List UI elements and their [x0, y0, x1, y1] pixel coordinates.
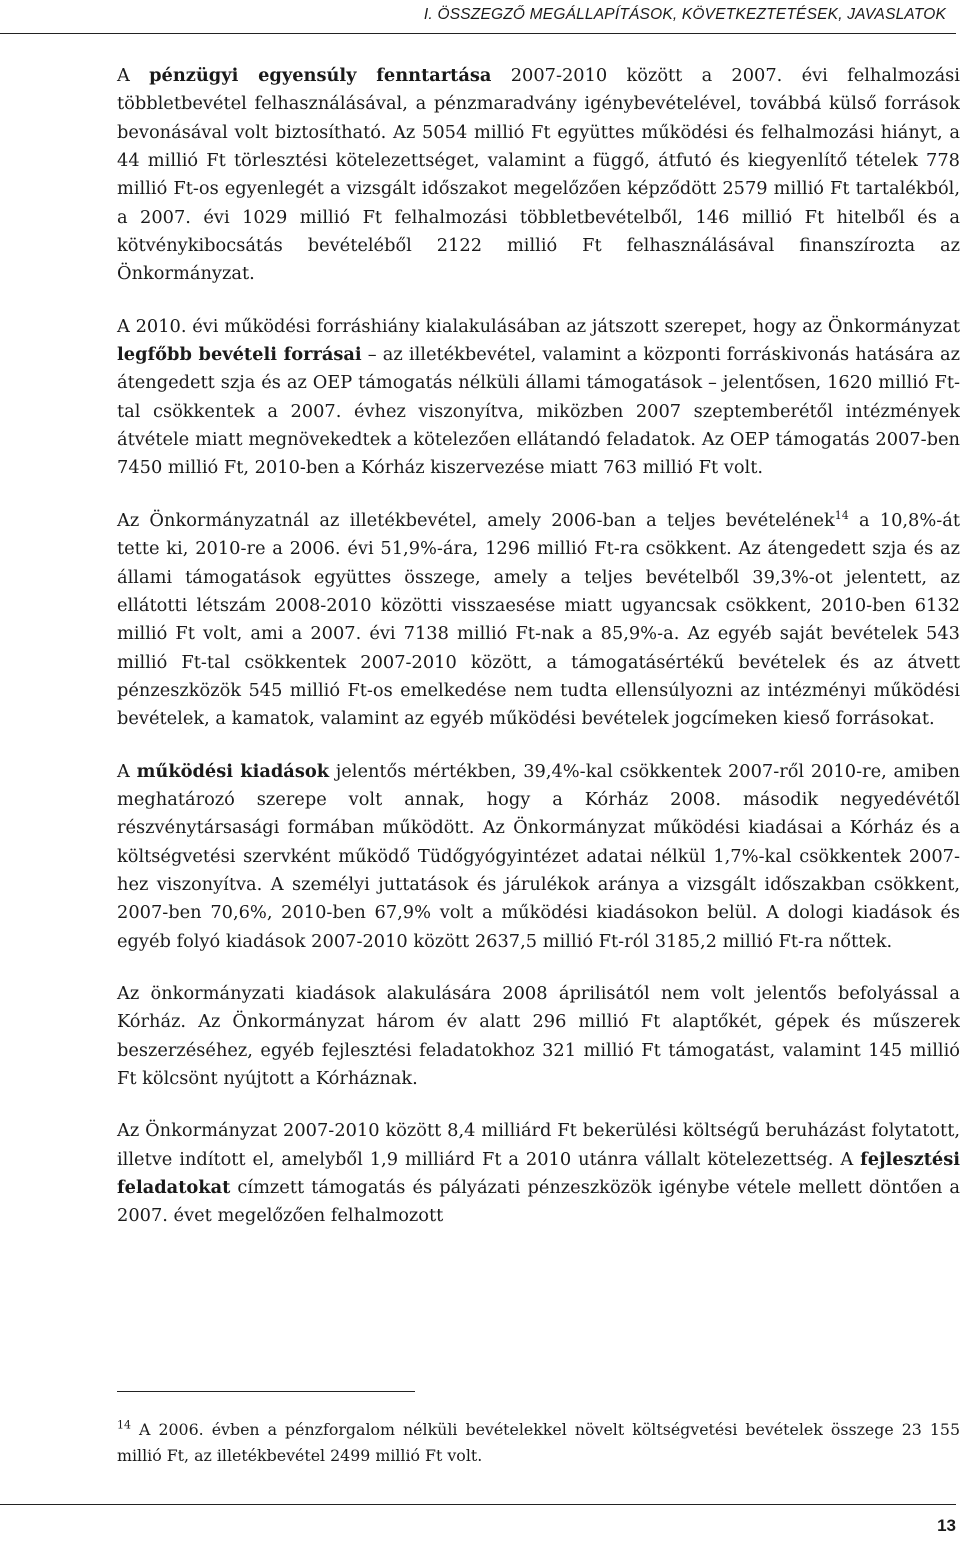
- paragraph-financial-balance: [117, 62, 960, 289]
- paragraph-text: Az Önkormányzatnál az illetékbevétel, amely 2006-ban a teljes bevételének: [117, 509, 835, 531]
- keyword-bold: fejlesztési feladatokat: [117, 1148, 960, 1199]
- paragraph-text: címzett támogatás és pályázati pénzeszközök igénybe vétele mellett döntően a 2007. évet megelőzően felhalmozott: [117, 1177, 960, 1227]
- document-body: [117, 62, 960, 1255]
- paragraph-investments: [117, 1117, 960, 1230]
- paragraph-text: Az Önkormányzat 2007-2010 között 8,4 milliárd Ft bekerülési költségű beruházást folytatott, illetve indított el, amelyből 1,9 milliárd Ft a 2010 utánra vállalt kötelezettség. A: [117, 1120, 960, 1170]
- footer-rule: [0, 1504, 956, 1505]
- paragraph-text: a 10,8%-át tette ki, 2010-re a 2006. évi 51,9%-ára, 1296 millió Ft-ra csökkent. Az átengedett szja és az állami támogatások együttes összege, amely a teljes bevételből 39,3%-ot jelentett, az ellátotti létszám 2008-2010 közötti visszaesése miatt ugyancsak csökkent, 2010-ben 6132 millió Ft volt, ami a 2007. évi 7138 millió Ft-nak a 85,9%-a. Az egyéb saját bevételek 543 millió Ft-tal csökkentek 2007-2010 között, a támogatásértékű bevételek és az átvett pénzeszközök 545 millió Ft-os emelkedése nem tudta ellensúlyozni az intézményi működési bevételek, a kamatok, valamint az egyéb működési bevételek jogcímeken kieső forrásokat.: [117, 509, 960, 730]
- footnote-separator: [117, 1391, 415, 1392]
- footnote: [117, 1417, 960, 1469]
- paragraph-duty-revenue: [117, 507, 960, 734]
- keyword-bold: pénzügyi egyensúly fenntartása: [149, 65, 492, 86]
- paragraph-text: 2007-2010 között a 2007. évi felhalmozási többletbevétel felhasználásával, a pénzmaradvány igénybevételével, továbbá külső források bevonásával volt biztosítható. Az 5054 millió Ft együttes működési és felhalmozási hiányt, a 44 millió Ft törlesztési kötelezettséget, valamint a függő, átfutó és kiegyenlítő tételek 778 millió Ft-os egyenlegét a vizsgált időszakot megelőzően képződött 2579 millió Ft tartalékból, a 2007. évi 1029 millió Ft felhalmozási többletbevételből, 146 millió Ft hitelből és a kötvénykibocsátás bevételéből 2122 millió Ft felhasználásával finanszírozta az Önkormányzat.: [117, 65, 960, 285]
- footnote-text: A 2006. évben a pénzforgalom nélküli bevételekkel növelt költségvetési bevételek összege 23 155 millió Ft, az illetékbevétel 2499 millió Ft volt.: [117, 1420, 960, 1465]
- paragraph-operating-expenses: [117, 758, 960, 956]
- page-header: [0, 0, 960, 40]
- footnote-reference[interactable]: 14: [834, 508, 849, 522]
- footnote-number: 14: [117, 1418, 131, 1432]
- header-rule: [0, 33, 956, 34]
- paragraph-revenue-sources: [117, 313, 960, 483]
- keyword-bold: működési kiadások: [136, 760, 330, 782]
- paragraph-text: Az önkormányzati kiadások alakulására 2008 áprilisától nem volt jelentős befolyással a Kórház. Az Önkormányzat három év alatt 296 millió Ft alaptőkét, gépek és műszerek beszerzéséhez, egyéb fejlesztési feladatokhoz 321 millió Ft támogatást, valamint 145 millió Ft kölcsönt nyújtott a Kórháznak.: [117, 982, 960, 1089]
- paragraph-text: A: [117, 65, 150, 86]
- page-number: 13: [937, 1516, 956, 1535]
- paragraph-text: – az illetékbevétel, valamint a központi forráskivonás hatására az átengedett szja és az OEP támogatás nélküli állami támogatások – jelentősen, 1620 millió Ft-tal csökkentek a 2007. évhez viszonyítva, miközben 2007 szeptemberétől intézmények átvétele miatt megnövekedtek a kötelezően ellátandó feladatok. Az OEP támogatás 2007-ben 7450 millió Ft, 2010-ben a Kórház kiszervezése miatt 763 millió Ft volt.: [117, 344, 960, 479]
- paragraph-text: A: [117, 760, 137, 782]
- paragraph-text: jelentős mértékben, 39,4%-kal csökkentek 2007-ről 2010-re, amiben meghatározó szerepe volt annak, hogy a Kórház 2008. második negyedévétől részvénytársasági formában működött. Az Önkormányzat működési kiadásai a Kórház és a költségvetési szervként működő Tüdőgyógyintézet adatai nélkül 1,7%-kal csökkentek 2007-hez viszonyítva. A személyi juttatások és járulékok aránya a vizsgált időszakban csökkent, 2007-ben 70,6%, 2010-ben 67,9% volt a működési kiadásokon belül. A dologi kiadások és egyéb folyó kiadások 2007-2010 között 2637,5 millió Ft-ról 3185,2 millió Ft-ra nőttek.: [117, 760, 960, 952]
- paragraph-hospital-support: [117, 980, 960, 1093]
- keyword-bold: legfőbb bevételi forrásai: [117, 344, 362, 366]
- header-title: I. ÖSSZEGZŐ MEGÁLLAPÍTÁSOK, KÖVETKEZTETÉSEK, JAVASLATOK: [423, 6, 946, 23]
- paragraph-text: A 2010. évi működési forráshiány kialakulásában az játszott szerepet, hogy az Önkormányzat: [117, 315, 960, 337]
